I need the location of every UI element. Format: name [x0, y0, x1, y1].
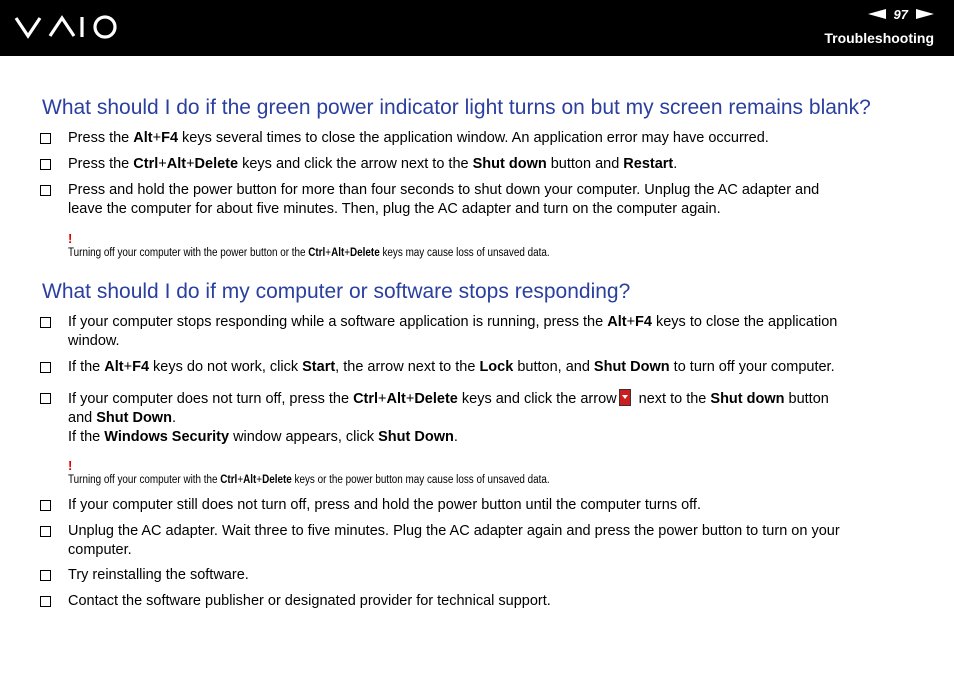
warning-icon: ! — [68, 231, 73, 246]
list-item: If your computer does not turn off, press the Ctrl+Alt+Delete keys and click the arrow next to the Shut down button and Shut Down. If the Windows Security window appears, click Shut Down. — [40, 389, 920, 447]
vaio-logo — [14, 12, 120, 42]
list-item: Contact the software publisher or designated provider for technical support. — [40, 592, 920, 611]
list-item: Try reinstalling the software. — [40, 566, 920, 585]
list-item: Unplug the AC adapter. Wait three to five minutes. Plug the AC adapter again and press the power button to turn on your computer. — [40, 522, 920, 560]
question-heading-stops-responding: What should I do if my computer or software stops responding? — [42, 280, 631, 303]
checkbox-bullet-icon — [40, 570, 51, 581]
page-number: 97 — [893, 6, 908, 22]
checkbox-bullet-icon — [40, 317, 51, 328]
list-item: If the Alt+F4 keys do not work, click Start, the arrow next to the Lock button, and Shut Down to turn off your computer. — [40, 358, 920, 377]
list-item: Press and hold the power button for more than four seconds to shut down your computer. Unplug the AC adapter and leave the computer for about five minutes. Then, plug the AC adapter and turn on the computer again. — [40, 181, 920, 219]
next-page-arrow-icon[interactable] — [916, 9, 934, 19]
checkbox-bullet-icon — [40, 500, 51, 511]
question-heading-blank-screen: What should I do if the green power indicator light turns on but my screen remains blank? — [42, 96, 871, 119]
list-item: Press the Alt+F4 keys several times to close the application window. An application error may have occurred. — [40, 129, 920, 148]
warning-icon: ! — [68, 458, 73, 473]
checkbox-bullet-icon — [40, 185, 51, 196]
warning-note: ! Turning off your computer with the power button or the Ctrl+Alt+Delete keys may cause loss of unsaved data. — [68, 232, 928, 260]
list-item: Press the Ctrl+Alt+Delete keys and click the arrow next to the Shut down button and Restart. — [40, 155, 920, 174]
list-item: If your computer stops responding while a software application is running, press the Alt+F4 keys to close the application window. — [40, 313, 920, 351]
checkbox-bullet-icon — [40, 526, 51, 537]
section-title: Troubleshooting — [824, 30, 934, 46]
page-header — [0, 0, 954, 56]
red-arrow-button-icon — [619, 389, 631, 406]
checkbox-bullet-icon — [40, 133, 51, 144]
list-item: If your computer still does not turn off, press and hold the power button until the computer turns off. — [40, 496, 920, 515]
previous-page-arrow-icon[interactable] — [868, 9, 886, 19]
checkbox-bullet-icon — [40, 393, 51, 404]
checkbox-bullet-icon — [40, 362, 51, 373]
checkbox-bullet-icon — [40, 596, 51, 607]
checkbox-bullet-icon — [40, 159, 51, 170]
page-navigation — [868, 6, 934, 22]
warning-note: ! Turning off your computer with the Ctrl+Alt+Delete keys or the power button may cause loss of unsaved data. — [68, 459, 928, 487]
